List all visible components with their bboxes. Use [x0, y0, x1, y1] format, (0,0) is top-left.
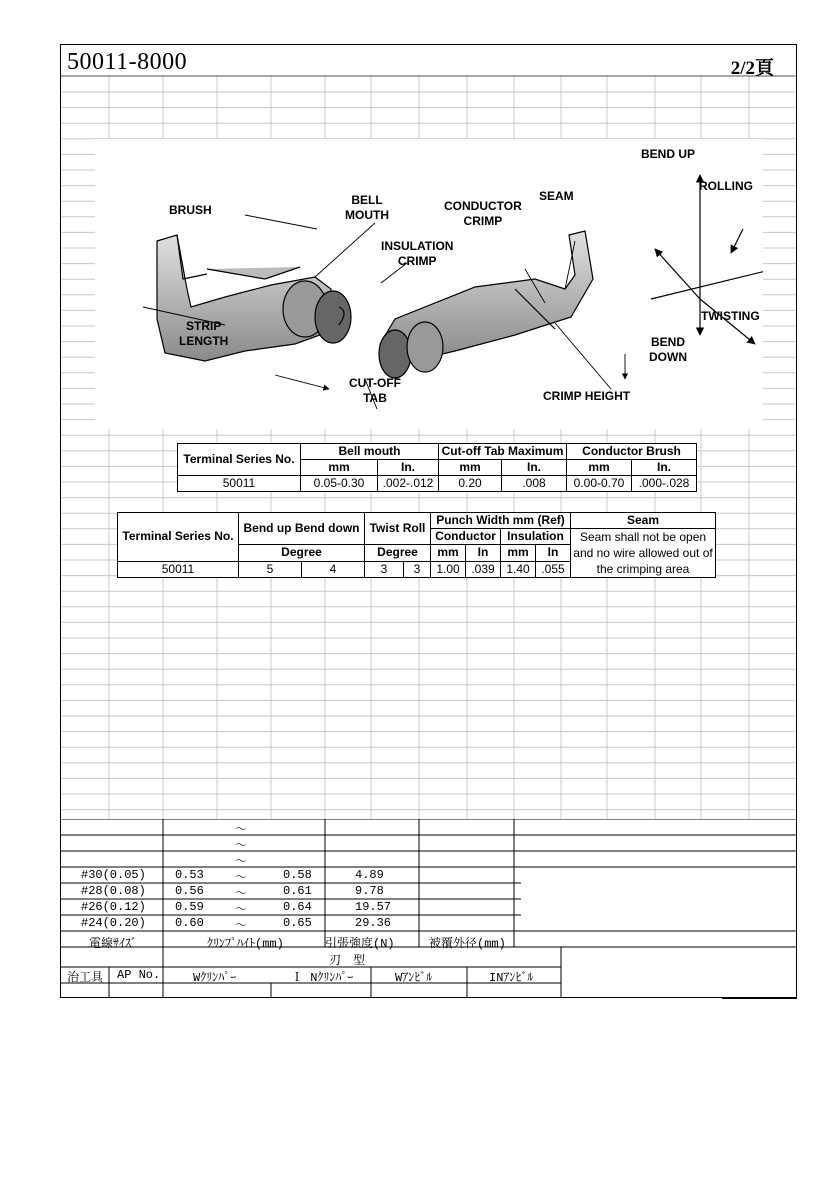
- page-indicator: 2/2頁: [730, 58, 774, 79]
- label-insulation-crimp: INSULATION CRIMP: [381, 239, 454, 268]
- terminal-drawing: [95, 139, 763, 429]
- crimp-min: 0.60: [175, 916, 204, 930]
- t2-bend-down: 4: [302, 561, 365, 577]
- t1-value: 0.05-0.30: [301, 476, 378, 492]
- t2-insulation: Insulation: [501, 529, 571, 545]
- seam-line: the crimping area: [596, 562, 690, 576]
- label-crimp-height: CRIMP HEIGHT: [543, 389, 631, 403]
- tooling-col: INｱﾝﾋﾞﾙ: [489, 971, 534, 985]
- t1-value: .008: [502, 476, 567, 492]
- tooling-col: Ｉ Nｸﾘﾝﾊﾟｰ: [291, 971, 354, 985]
- t2-unit: In: [466, 545, 501, 561]
- label-seam: SEAM: [539, 189, 574, 203]
- wire-size: #26(0.12): [81, 900, 146, 914]
- label-bell-mouth: BELL MOUTH: [345, 193, 389, 222]
- t2-cond-mm: 1.00: [431, 561, 466, 577]
- t1-value: .002-.012: [378, 476, 439, 492]
- t2-header-series: Terminal Series No.: [118, 513, 239, 562]
- t1-header-bell-mouth: Bell mouth: [301, 444, 439, 460]
- tooling-col: Wｸﾘﾝﾊﾟｰ: [193, 971, 237, 985]
- t2-degree: Degree: [239, 545, 365, 561]
- t2-conductor: Conductor: [431, 529, 501, 545]
- crimp-min: 0.53: [175, 868, 204, 882]
- crimp-min: 0.56: [175, 884, 204, 898]
- t2-cond-in: .039: [466, 561, 501, 577]
- t2-header-bend: Bend up Bend down: [239, 513, 365, 545]
- t2-header-punch: Punch Width mm (Ref): [431, 513, 571, 529]
- t1-header-series: Terminal Series No.: [178, 444, 301, 476]
- t1-unit: mm: [439, 460, 502, 476]
- blade-type-label: 刃 型: [329, 954, 366, 968]
- label-bend-down: BEND DOWN: [649, 335, 687, 364]
- tooling-col: AP No.: [117, 968, 161, 982]
- t2-seam-title: Seam: [571, 513, 716, 529]
- label-rolling: ROLLING: [699, 179, 753, 193]
- wire-size: #28(0.08): [81, 884, 146, 898]
- crimp-max: 0.64: [283, 900, 312, 914]
- header-insulation-od: 被覆外径(mm): [429, 937, 506, 951]
- header-tensile: 引張強度(N): [325, 937, 395, 951]
- tilde: ～: [235, 887, 248, 901]
- terminal-illustration: [95, 139, 763, 429]
- t2-bend-up: 5: [239, 561, 302, 577]
- header-wire-size: 電線ｻｲｽﾞ: [89, 937, 138, 951]
- t2-twist: 3: [365, 561, 404, 577]
- crimp-max: 0.58: [283, 868, 312, 882]
- t1-unit: mm: [301, 460, 378, 476]
- tilde: ～: [235, 919, 248, 933]
- t2-header-twist: Twist Roll: [365, 513, 431, 545]
- label-strip-length: STRIP LENGTH: [179, 319, 229, 348]
- t2-unit: In: [536, 545, 571, 561]
- t1-header-brush: Conductor Brush: [567, 444, 697, 460]
- t2-degree: Degree: [365, 545, 431, 561]
- part-number-title: 50011-8000: [67, 49, 188, 75]
- t1-unit: In.: [632, 460, 697, 476]
- label-bend-up: BEND UP: [641, 147, 696, 161]
- tilde: ～: [235, 903, 248, 917]
- crimp-max: 0.61: [283, 884, 312, 898]
- wire-size: #24(0.20): [81, 916, 146, 930]
- t1-unit: In.: [378, 460, 439, 476]
- label-cut-off-tab: CUT-OFF TAB: [349, 376, 401, 405]
- tensile-value: 9.78: [355, 884, 384, 898]
- label-conductor-crimp: CONDUCTOR CRIMP: [444, 199, 522, 228]
- header-crimp-height: ｸﾘﾝﾌﾟﾊｲﾄ(mm): [207, 937, 284, 951]
- corner-line: [722, 998, 797, 999]
- seam-line: Seam shall not be open: [579, 530, 707, 544]
- t2-roll: 3: [404, 561, 431, 577]
- t2-ins-in: .055: [536, 561, 571, 577]
- tilde: ～: [235, 871, 248, 885]
- tooling-col: Wｱﾝﾋﾞﾙ: [395, 971, 433, 985]
- tensile-value: 4.89: [355, 868, 384, 882]
- tooling-col: 治工具: [67, 971, 104, 985]
- drawing-sheet: [60, 44, 797, 998]
- crimp-max: 0.65: [283, 916, 312, 930]
- t1-header-cutoff: Cut-off Tab Maximum: [439, 444, 567, 460]
- t2-ins-mm: 1.40: [501, 561, 536, 577]
- t2-unit: mm: [501, 545, 536, 561]
- tilde: ～: [235, 823, 248, 837]
- t1-value: 0.20: [439, 476, 502, 492]
- seam-line: and no wire allowed out of: [573, 546, 713, 560]
- bend-punch-table: [117, 512, 716, 578]
- label-brush: BRUSH: [169, 203, 212, 217]
- t1-series: 50011: [178, 476, 301, 492]
- bell-mouth-table: [177, 443, 697, 492]
- t2-series: 50011: [118, 561, 239, 577]
- wire-size: #30(0.05): [81, 868, 146, 882]
- tilde: ～: [235, 855, 248, 869]
- tensile-value: 19.57: [355, 900, 392, 914]
- t2-unit: mm: [431, 545, 466, 561]
- tilde: ～: [235, 839, 248, 853]
- t1-unit: In.: [502, 460, 567, 476]
- t1-value: 0.00-0.70: [567, 476, 632, 492]
- t1-unit: mm: [567, 460, 632, 476]
- t2-seam-text: [571, 529, 716, 578]
- tensile-value: 29.36: [355, 916, 392, 930]
- crimp-min: 0.59: [175, 900, 204, 914]
- label-twisting: TWISTING: [701, 309, 760, 323]
- t1-value: .000-.028: [632, 476, 697, 492]
